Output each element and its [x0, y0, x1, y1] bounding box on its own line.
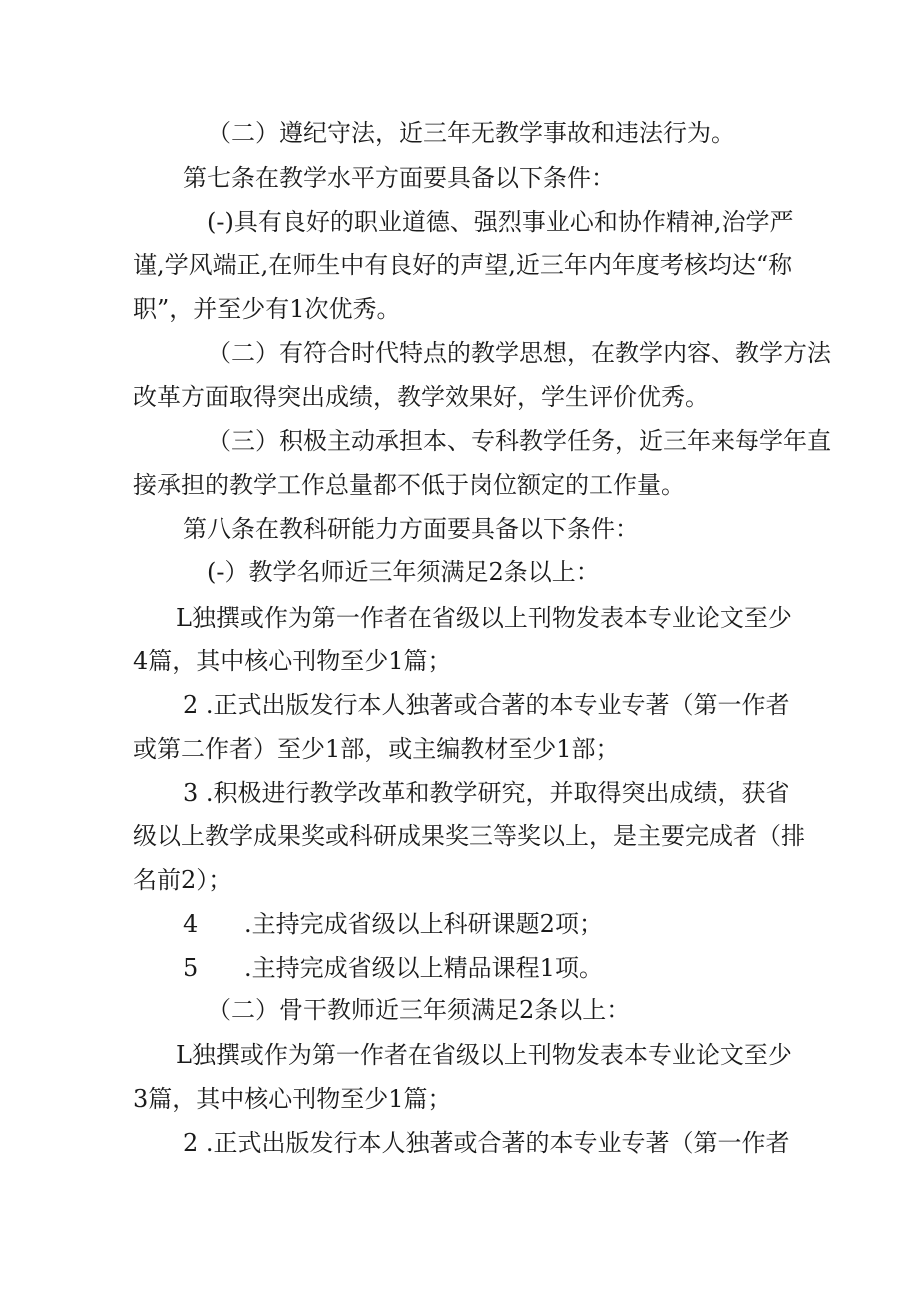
paragraph-line: （三）积极主动承担本、专科教学任务，近三年来每学年直: [207, 427, 831, 455]
paragraph-line: 3篇，其中核心刊物至少1篇；: [133, 1085, 452, 1113]
paragraph-line: 接承担的教学工作总量都不低于岗位额定的工作量。: [133, 471, 685, 499]
paragraph-line: 职”，并至少有1次优秀。: [133, 295, 401, 323]
article-heading: 第八条在教科研能力方面要具备以下条件：: [183, 515, 639, 543]
paragraph-line: L独撰或作为第一作者在省级以上刊物发表本专业论文至少: [176, 1041, 792, 1069]
paragraph-line: L独撰或作为第一作者在省级以上刊物发表本专业论文至少: [176, 604, 792, 632]
article-heading: 第七条在教学水平方面要具备以下条件：: [183, 164, 615, 192]
paragraph-line: (-)具有良好的职业道德、强烈事业心和协作精神,治学严: [207, 208, 794, 236]
paragraph-line: 2 .正式出版发行本人独著或合著的本专业专著（第一作者: [183, 691, 790, 719]
paragraph-line: （二）有符合时代特点的教学思想，在教学内容、教学方法: [207, 339, 831, 367]
paragraph-line: (-）教学名师近三年须满足2条以上：: [207, 558, 600, 586]
paragraph-line: 改革方面取得突出成绩，教学效果好，学生评价优秀。: [133, 383, 709, 411]
paragraph-line: 级以上教学成果奖或科研成果奖三等奖以上，是主要完成者（排: [133, 822, 805, 850]
paragraph-line: 2 .正式出版发行本人独著或合著的本专业专著（第一作者: [183, 1129, 790, 1157]
paragraph-line: 或第二作者）至少1部，或主编教材至少1部；: [133, 735, 620, 763]
paragraph-line: （二）遵纪守法，近三年无教学事故和违法行为。: [207, 119, 735, 147]
paragraph-line: 谨,学风端正,在师生中有良好的声望,近三年内年度考核均达“称: [133, 251, 793, 279]
paragraph-line: （二）骨干教师近三年须满足2条以上：: [207, 996, 631, 1024]
paragraph-line: 名前2）；: [133, 866, 233, 894]
paragraph-line: 4 .主持完成省级以上科研课题2项；: [183, 910, 603, 938]
paragraph-line: 4篇，其中核心刊物至少1篇；: [133, 647, 452, 675]
paragraph-line: 3 .积极进行教学改革和教学研究，并取得突出成绩，获省: [183, 779, 790, 807]
paragraph-line: 5 .主持完成省级以上精品课程1项。: [183, 954, 603, 982]
